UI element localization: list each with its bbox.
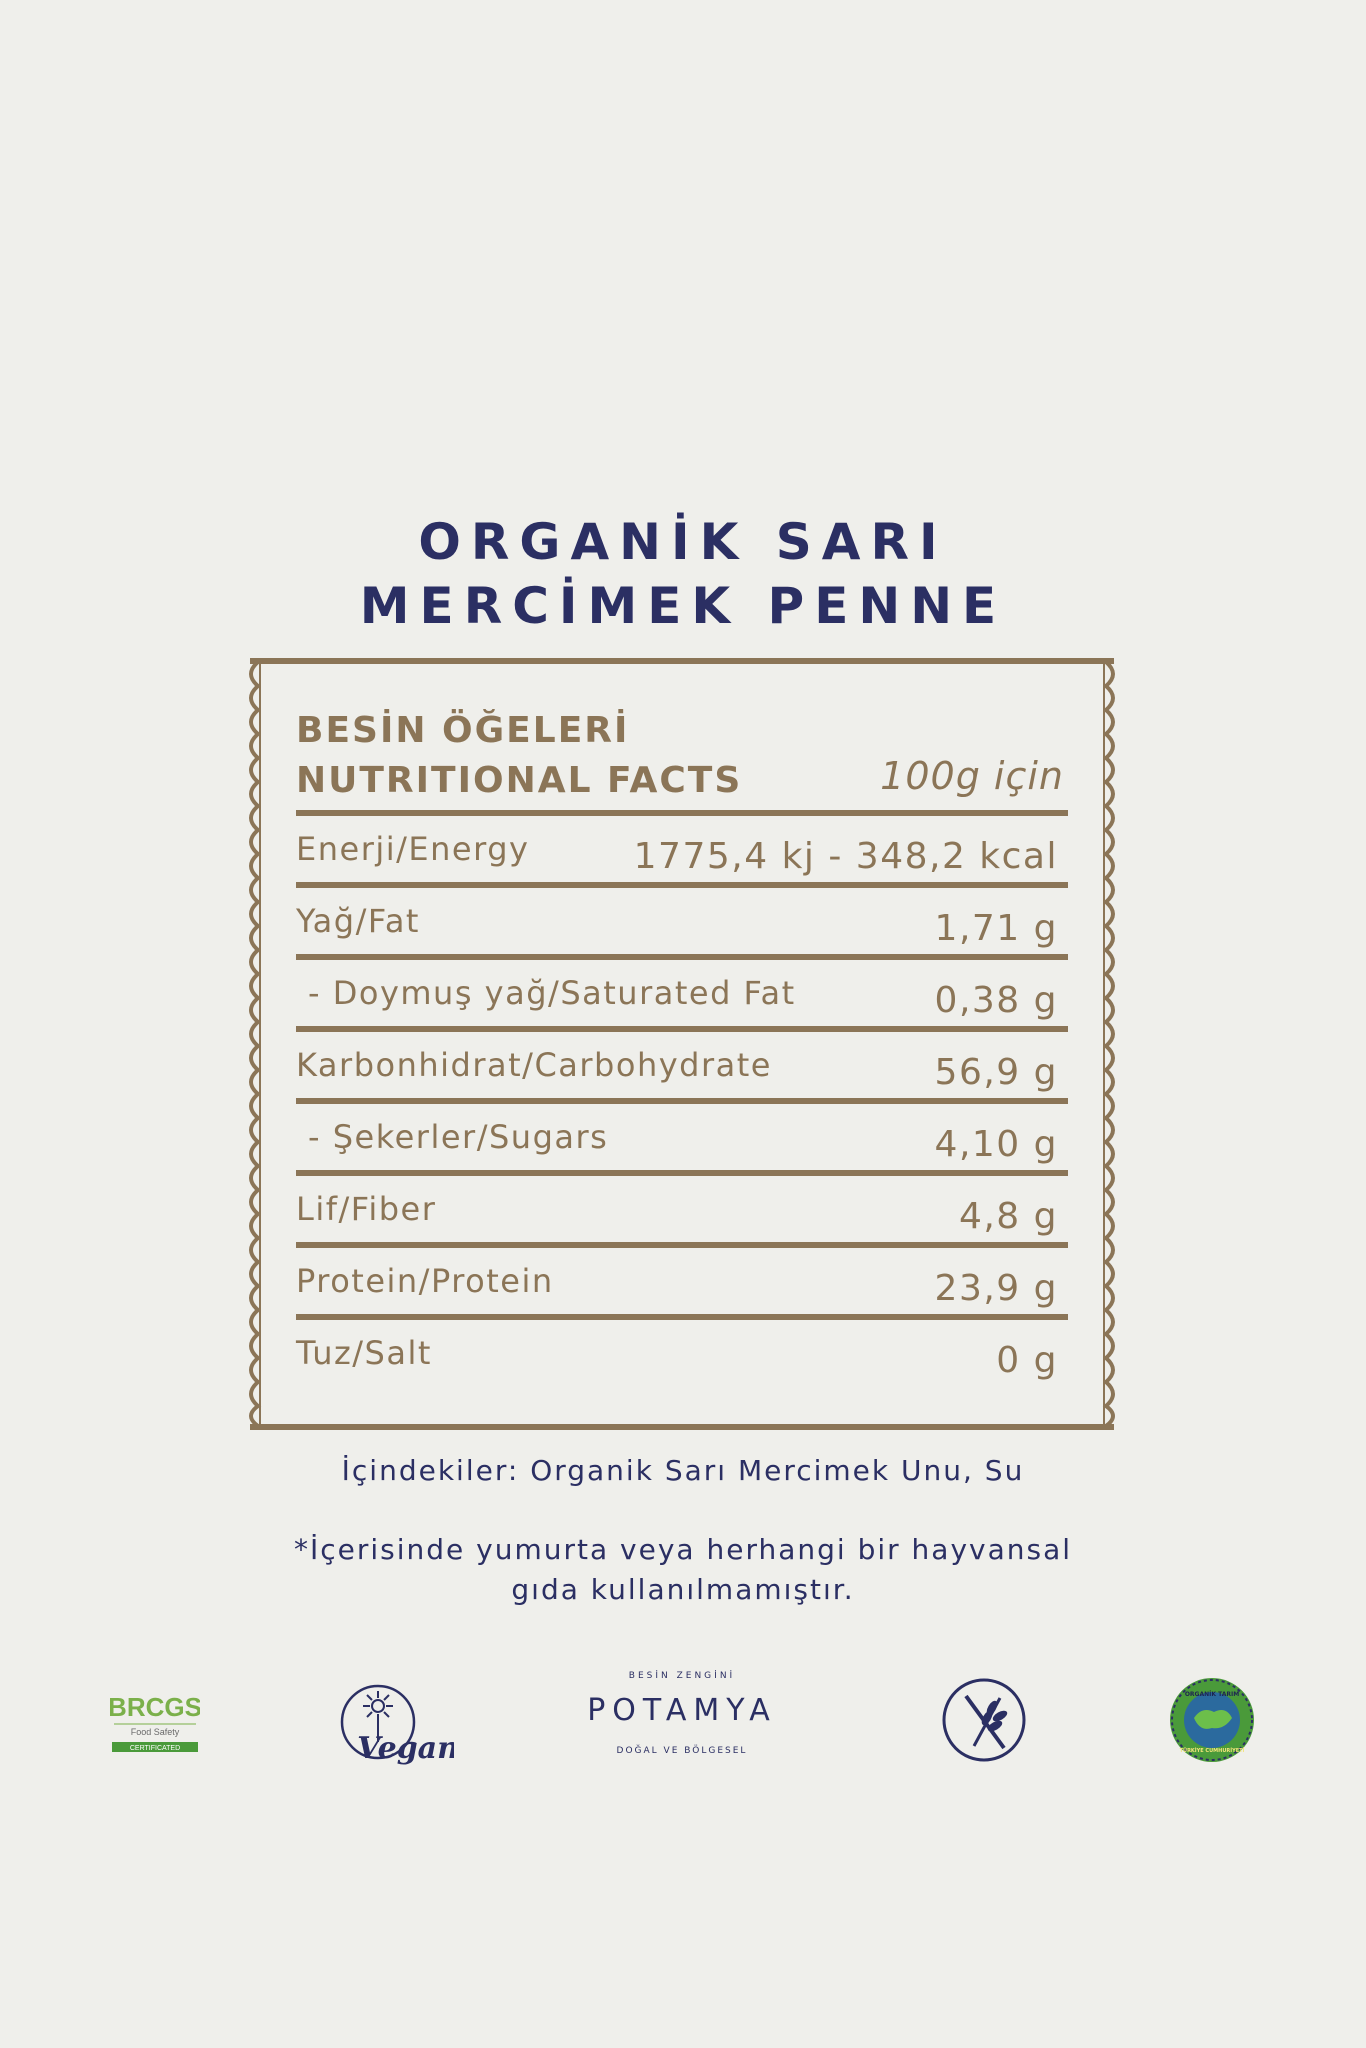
row-label: Protein/Protein xyxy=(296,1262,554,1300)
nutrition-heading-tr: BESİN ÖĞELERİ xyxy=(296,710,630,751)
nutrition-row-sugars xyxy=(296,1104,1068,1170)
svg-text:CERTIFICATED: CERTIFICATED xyxy=(129,1745,181,1752)
row-value: 56,9 g xyxy=(934,1052,1058,1093)
row-label: - Şekerler/Sugars xyxy=(308,1118,609,1156)
potamya-logo xyxy=(572,1660,792,1760)
serving-basis: 100g için xyxy=(880,754,1064,798)
svg-text:ORGANİK TARIM: ORGANİK TARIM xyxy=(1184,1691,1240,1698)
note-line-1: *İçerisinde yumurta veya herhangi bir hayvansal xyxy=(293,1533,1073,1566)
row-value: 1,71 g xyxy=(934,908,1058,949)
svg-text:POTAMYA: POTAMYA xyxy=(587,1693,777,1728)
frame-edge-right xyxy=(1106,662,1113,1426)
row-value: 4,8 g xyxy=(958,1196,1058,1237)
row-label: Karbonhidrat/Carbohydrate xyxy=(296,1046,772,1084)
svg-text:BESİN ZENGİNİ: BESİN ZENGİNİ xyxy=(628,1671,736,1681)
nutrition-row-energy xyxy=(296,816,1068,882)
row-value: 4,10 g xyxy=(934,1124,1058,1165)
nutrition-row-salt xyxy=(296,1320,1068,1386)
svg-text:TÜRKİYE CUMHURİYETİ: TÜRKİYE CUMHURİYETİ xyxy=(1179,1748,1245,1754)
svg-text:DOĞAL VE BÖLGESEL: DOĞAL VE BÖLGESEL xyxy=(616,1746,748,1756)
frame-edge-left xyxy=(251,662,258,1426)
svg-text:BRCGS: BRCGS xyxy=(110,1692,200,1722)
row-value: 0 g xyxy=(996,1340,1058,1381)
row-label: Enerji/Energy xyxy=(296,830,530,868)
row-value: 1775,4 kj - 348,2 kcal xyxy=(633,836,1058,877)
nutrition-table xyxy=(296,810,1068,1386)
row-value: 23,9 g xyxy=(934,1268,1058,1309)
row-label: - Doymuş yağ/Saturated Fat xyxy=(308,974,796,1012)
gluten-free-logo xyxy=(940,1676,1028,1764)
product-title-line-2: MERCİMEK PENNE xyxy=(359,577,1007,635)
row-value: 0,38 g xyxy=(934,980,1058,1021)
product-title xyxy=(0,510,1366,638)
note-line-2: gıda kullanılmamıştır. xyxy=(511,1573,855,1606)
vegan-logo xyxy=(338,1676,454,1772)
row-label: Tuz/Salt xyxy=(296,1334,432,1372)
nutrition-heading-en: NUTRITIONAL FACTS xyxy=(296,760,743,801)
nutrition-row-carbohydrate xyxy=(296,1032,1068,1098)
nutrition-row-fiber xyxy=(296,1176,1068,1242)
nutrition-row-protein xyxy=(296,1248,1068,1314)
ingredients-text: İçindekiler: Organik Sarı Mercimek Unu, Su xyxy=(341,1454,1025,1487)
svg-text:Vegan: Vegan xyxy=(357,1731,454,1766)
row-label: Lif/Fiber xyxy=(296,1190,437,1228)
product-title-line-1: ORGANİK SARI xyxy=(418,513,948,571)
brcgs-logo xyxy=(110,1692,200,1760)
animal-free-note xyxy=(0,1530,1366,1610)
row-label: Yağ/Fat xyxy=(296,902,420,940)
nutrition-row-saturated-fat xyxy=(296,960,1068,1026)
svg-text:Food Safety: Food Safety xyxy=(130,1727,180,1737)
nutrition-facts-panel xyxy=(246,658,1118,1430)
nutrition-row-fat xyxy=(296,888,1068,954)
crossed-grain-icon xyxy=(940,1676,1028,1764)
organic-agriculture-logo xyxy=(1168,1676,1256,1764)
